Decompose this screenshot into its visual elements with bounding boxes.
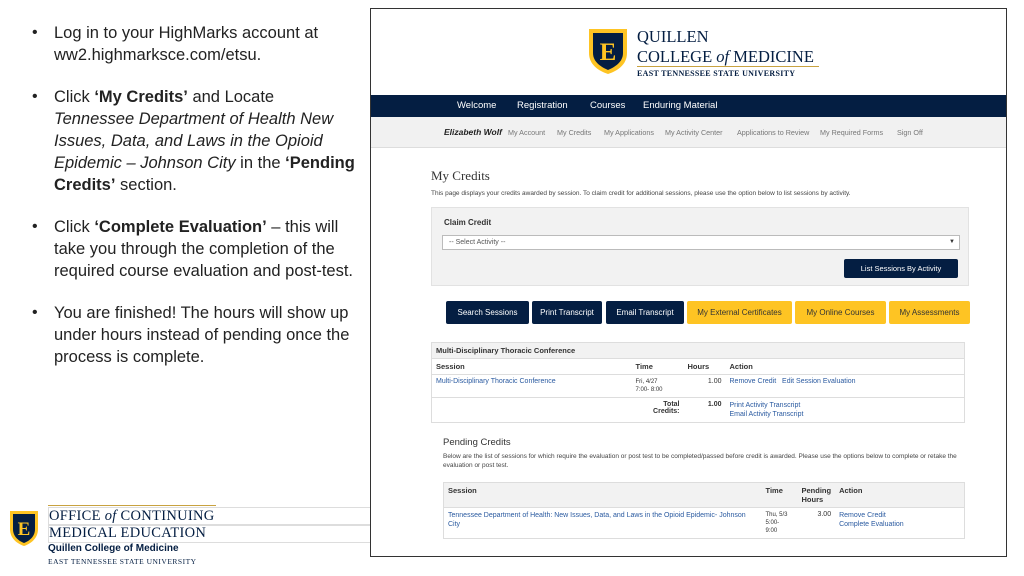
instruction-text: ‘Pending Credits’ xyxy=(54,154,355,194)
office-line4: EAST TENNESSEE STATE UNIVERSITY xyxy=(48,557,197,566)
session-actions xyxy=(726,375,965,398)
subnav-sign-off[interactable]: Sign Off xyxy=(897,128,923,137)
brand-line1: QUILLEN xyxy=(637,27,709,46)
office-line1: OFFICE of CONTINUING xyxy=(48,507,582,526)
session-time: Fri, 4/27 7:00- 8:00 xyxy=(632,375,684,398)
search-sessions-button[interactable]: Search Sessions xyxy=(446,301,529,324)
remove-credit-link[interactable]: Remove Credit xyxy=(729,378,777,385)
brand-rule xyxy=(637,66,819,67)
svg-text:E: E xyxy=(17,519,31,540)
instruction-item xyxy=(28,216,358,282)
instruction-text: section. xyxy=(115,176,177,194)
table-row xyxy=(432,398,965,423)
pending-session-link[interactable]: Tennessee Department of Health: New Issues, Data, and Laws in the Opioid Epidemic- Johnson City xyxy=(448,512,746,528)
user-name: Elizabeth Wolf xyxy=(444,127,502,137)
main-nav xyxy=(371,95,1006,117)
brand-line2: COLLEGE of MEDICINE xyxy=(637,47,814,66)
page-intro: This page displays your credits awarded by session. To claim credit for additional sessions, please use the option below to list sessions by activity. xyxy=(431,190,851,197)
col-action: Action xyxy=(726,359,965,375)
office-line3: Quillen College of Medicine xyxy=(48,543,179,554)
total-credits-label: Total Credits: xyxy=(632,398,684,423)
online-courses-button[interactable]: My Online Courses xyxy=(795,301,886,324)
instruction-text: Click xyxy=(54,218,95,236)
print-activity-transcript-link[interactable]: Print Activity Transcript xyxy=(729,402,801,409)
edit-session-evaluation-link[interactable]: Edit Session Evaluation xyxy=(782,378,856,385)
instruction-item xyxy=(28,86,358,196)
col-session: Session xyxy=(432,359,632,375)
activity-select[interactable] xyxy=(442,235,960,250)
subnav-my-activity-center[interactable]: My Activity Center xyxy=(665,128,723,137)
brand-line3: EAST TENNESSEE STATE UNIVERSITY xyxy=(637,69,796,78)
transcript-links xyxy=(726,398,965,423)
quillen-logo xyxy=(587,25,827,85)
subnav-my-required-forms[interactable]: My Required Forms xyxy=(820,128,884,137)
table-row xyxy=(444,508,965,539)
pending-session-time: Thu, 5/3 5:00- 9:00 xyxy=(762,508,798,539)
pending-hours: 3.00 xyxy=(798,508,836,539)
svg-text:E: E xyxy=(599,39,617,66)
nav-courses[interactable]: Courses xyxy=(590,100,626,111)
subnav-my-applications[interactable]: My Applications xyxy=(604,128,654,137)
instruction-text: Log in to your HighMarks account at ww2.highmarksce.com/etsu. xyxy=(54,24,319,64)
claim-credit-panel xyxy=(431,207,969,286)
col-time: Time xyxy=(762,483,798,508)
instruction-text: You are finished! The hours will show up under hours instead of pending once the process is complete. xyxy=(54,304,350,366)
nav-registration[interactable]: Registration xyxy=(517,100,568,111)
credits-table xyxy=(431,342,965,423)
col-session: Session xyxy=(444,483,762,508)
pending-credits-title: Pending Credits xyxy=(443,437,511,448)
email-activity-transcript-link[interactable]: Email Activity Transcript xyxy=(729,411,804,418)
nav-enduring-material[interactable]: Enduring Material xyxy=(643,100,718,111)
instruction-item xyxy=(28,22,358,66)
session-hours: 1.00 xyxy=(684,375,726,398)
cme-office-logo xyxy=(8,505,218,573)
activity-select-value: -- Select Activity -- xyxy=(449,239,506,246)
assessments-button[interactable]: My Assessments xyxy=(889,301,970,324)
subnav-my-account[interactable]: My Account xyxy=(508,128,546,137)
complete-evaluation-link[interactable]: Complete Evaluation xyxy=(839,521,904,528)
instruction-item xyxy=(28,302,358,368)
list-sessions-button[interactable]: List Sessions By Activity xyxy=(844,259,958,278)
user-nav xyxy=(371,117,1006,148)
col-action: Action xyxy=(835,483,964,508)
instruction-text: – this will take you through the completion of the required course evaluation and post-test. xyxy=(54,218,354,280)
logo-rule xyxy=(48,505,216,506)
etsu-shield-icon xyxy=(587,27,629,75)
nav-welcome[interactable]: Welcome xyxy=(457,100,497,111)
session-link[interactable]: Multi-Disciplinary Thoracic Conference xyxy=(436,378,556,385)
subnav-my-credits[interactable]: My Credits xyxy=(557,128,592,137)
instruction-list xyxy=(28,22,358,388)
pending-credits-table xyxy=(443,482,965,539)
external-certificates-button[interactable]: My External Certificates xyxy=(687,301,792,324)
col-hours: Hours xyxy=(684,359,726,375)
subnav-applications-to-review[interactable]: Applications to Review xyxy=(737,128,810,137)
instruction-text: ‘Complete Evaluation’ xyxy=(94,218,267,236)
print-transcript-button[interactable]: Print Transcript xyxy=(532,301,602,324)
instruction-text: Tennessee Department of Health New Issues, Data, and Laws in the Opioid Epidemic – Johnson City xyxy=(54,110,334,172)
instruction-text: in the xyxy=(235,154,286,172)
etsu-shield-icon xyxy=(8,509,40,547)
pending-actions xyxy=(835,508,964,539)
pending-credits-intro: Below are the list of sessions for which require the evaluation or post test to be completed/passed before credit is awarded. Please use the options below to complete or retake the evaluation or post test. xyxy=(443,453,957,469)
remove-credit-link[interactable]: Remove Credit xyxy=(839,512,886,519)
col-time: Time xyxy=(632,359,684,375)
instruction-text: ‘My Credits’ xyxy=(94,88,188,106)
credits-table-caption: Multi-Disciplinary Thoracic Conference xyxy=(432,343,965,359)
total-credits-value: 1.00 xyxy=(684,398,726,423)
table-row xyxy=(432,375,965,398)
email-transcript-button[interactable]: Email Transcript xyxy=(606,301,684,324)
instruction-text: and Locate xyxy=(187,88,275,106)
page-title: My Credits xyxy=(431,168,490,183)
instruction-text: Click xyxy=(54,88,95,106)
claim-credit-label: Claim Credit xyxy=(444,218,492,227)
col-pending-hours: Pending Hours xyxy=(798,483,836,508)
caret-down-icon: ▼ xyxy=(949,239,955,245)
office-line2: MEDICAL EDUCATION xyxy=(48,524,570,543)
highmarks-screenshot xyxy=(370,8,1007,557)
